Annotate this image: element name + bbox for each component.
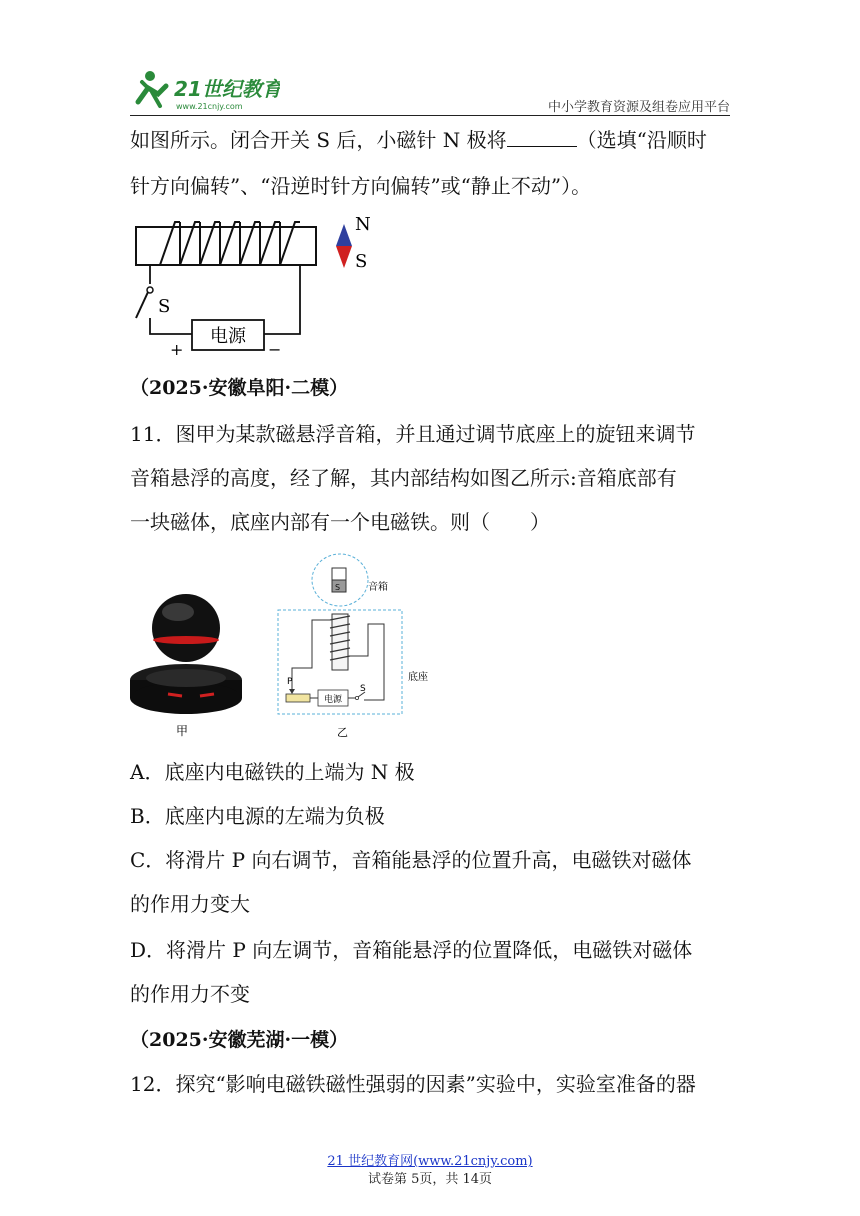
q10-line-1 [130,118,740,162]
base-source-label: 电源 [323,695,343,705]
slider-rheostat[interactable] [286,694,310,702]
option-c-line-2: 的作用力变大 [130,892,250,916]
solenoid-circuit-figure [130,212,380,362]
runner-icon [138,71,166,106]
logo-url: www.21cnjy.com [176,102,243,111]
levitating-speaker-photo [128,590,258,740]
option-c-line-1[interactable]: C．将滑片 P 向右调节，音箱能悬浮的位置升高，电磁铁对磁体 [130,848,692,872]
base-label: 底座 [408,672,428,683]
q10-line-2: 针方向偏转”、“沿逆时针方向偏转”或“静止不动”）。 [130,174,592,198]
needle-n-label: N [355,214,371,235]
compass-needle-icon [336,224,352,268]
logo-text: 21世纪教育 [174,77,280,101]
speaker-label: 音箱 [368,582,388,593]
bottom-left-wire [150,318,192,334]
q10-text-b: （选填“沿顺时 [576,128,707,152]
fig-yi-label: 乙 [337,726,348,739]
fig-jia-label: 甲 [176,724,189,738]
option-d-line-1[interactable]: D．将滑片 P 向左调节，音箱能悬浮的位置降低，电磁铁对磁体 [130,938,693,962]
base-switch-label: S [360,684,366,694]
q11-source: （2025·安徽阜阳·二模） [130,377,349,399]
q12-line-1: 12．探究“影响电磁铁磁性强弱的因素”实验中，实验室准备的器 [130,1072,696,1096]
power-source-label: 电源 [210,326,246,347]
q11-line-2: 音箱悬浮的高度，经了解，其内部结构如图乙所示:音箱底部有 [130,466,677,490]
q11-line-3: 一块磁体，底座内部有一个电磁铁。则（ ） [130,510,550,534]
minus-label: − [268,340,282,359]
switch-label: S [158,296,171,317]
header-divider [130,115,730,116]
levitation-circuit-diagram [272,550,442,740]
site-logo [130,66,280,114]
option-a[interactable]: A．底座内电磁铁的上端为 N 极 [130,760,415,784]
option-d-line-2: 的作用力不变 [130,982,250,1006]
platform-name: 中小学教育资源及组卷应用平台 [547,100,730,115]
needle-s-label: S [355,251,368,272]
q10-text-a: 如图所示。闭合开关 S 后，小磁针 N 极将 [130,128,507,152]
option-b[interactable]: B．底座内电源的左端为负极 [130,804,385,828]
q12-source: （2025·安徽芜湖·一模） [130,1029,349,1051]
plus-label: + [170,340,184,359]
slider-p-label: P [287,677,293,687]
answer-blank[interactable] [507,124,577,147]
magnet-s-label: S [335,583,341,592]
switch-blade[interactable] [136,292,148,318]
page-number: 试卷第 5页，共 14页 [367,1172,493,1187]
right-wire [264,265,300,334]
footer-site-link[interactable]: 21 世纪教育网(www.21cnjy.com) [327,1154,533,1169]
q11-line-1: 11．图甲为某款磁悬浮音箱，并且通过调节底座上的旋钮来调节 [130,422,696,446]
